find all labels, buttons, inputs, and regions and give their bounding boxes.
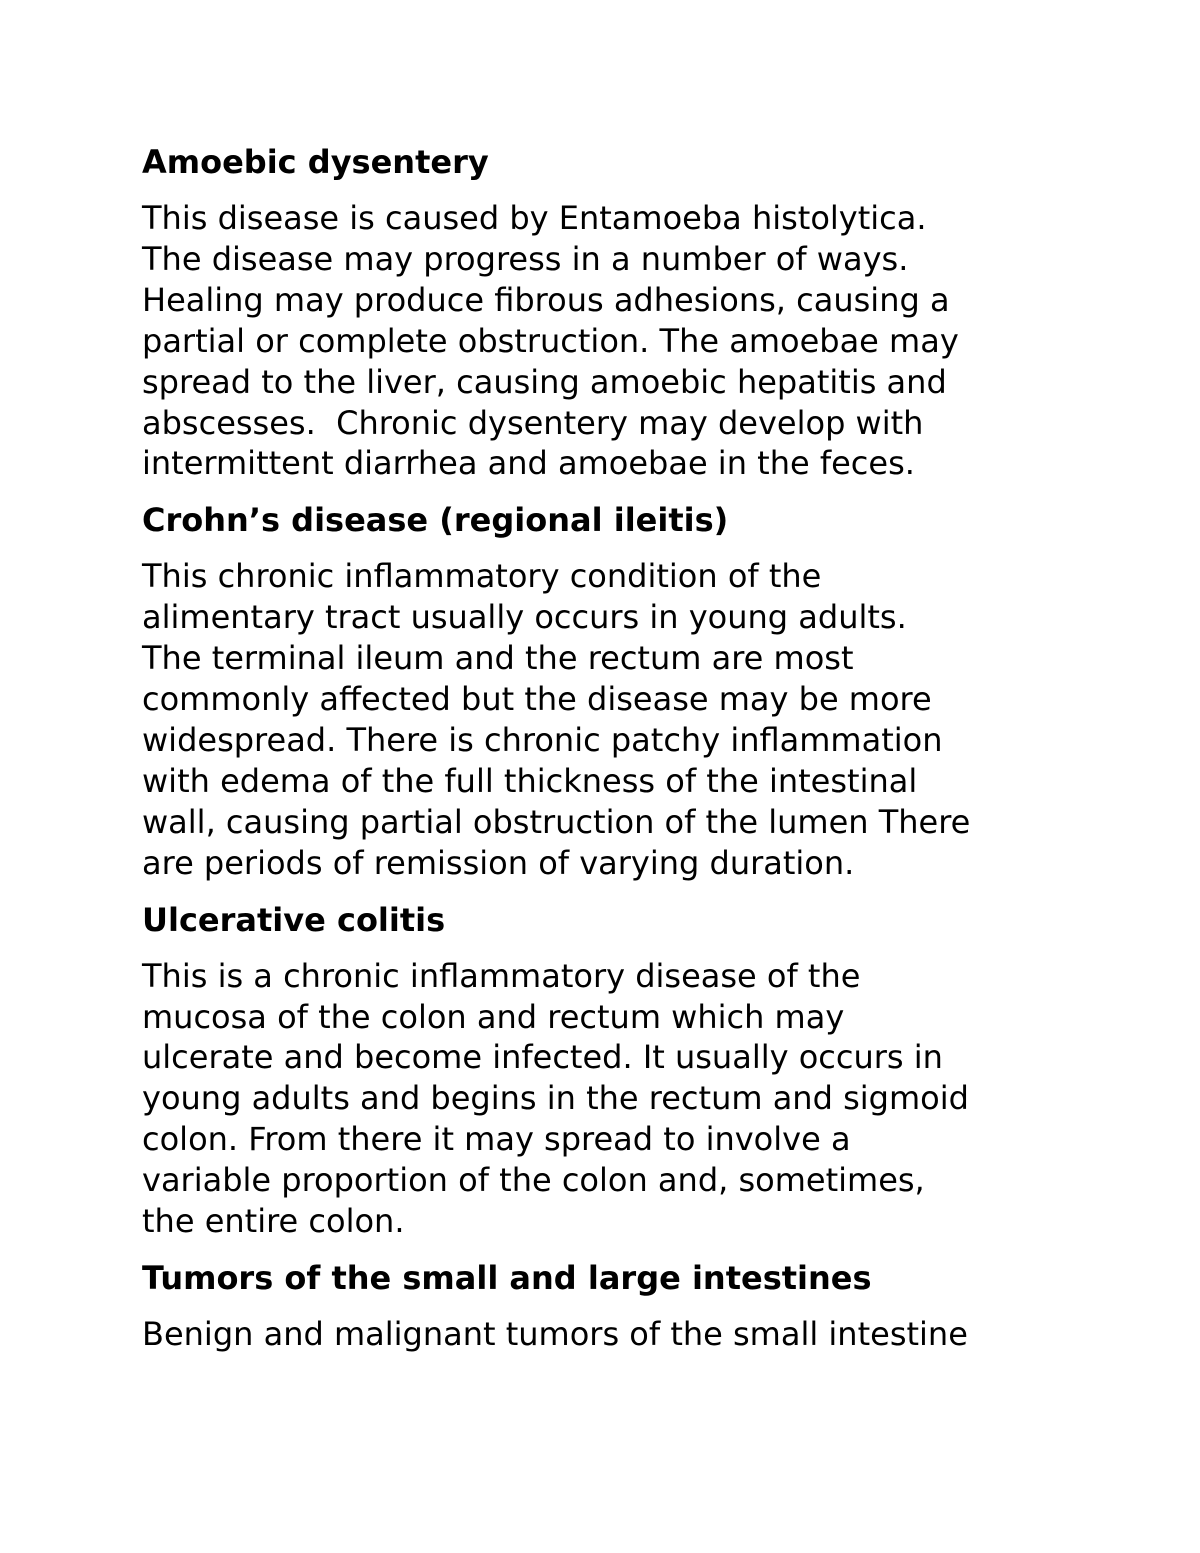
text-line: with edema of the full thickness of the intestinal <box>142 761 918 800</box>
section-paragraph <box>142 956 1082 1242</box>
text-line: widespread. There is chronic patchy inflammation <box>142 720 943 759</box>
text-line: This chronic inflammatory condition of the <box>142 557 822 596</box>
text-line: intermittent diarrhea and amoebae in the feces. <box>142 444 915 483</box>
text-line: the entire colon. <box>142 1202 405 1241</box>
text-line: Benign and malignant tumors of the small intestine <box>142 1314 968 1353</box>
text-line: This disease is caused by Entamoeba histolytica. <box>142 199 927 237</box>
section-paragraph <box>142 198 1082 484</box>
section-heading: Tumors of the small and large intestines <box>142 1258 872 1297</box>
section-heading: Ulcerative colitis <box>142 900 446 939</box>
text-line: young adults and begins in the rectum and sigmoid <box>142 1079 969 1118</box>
text-line: spread to the liver, causing amoebic hepatitis and <box>142 362 947 401</box>
text-line: abscesses. Chronic dysentery may develop with <box>142 403 924 442</box>
text-line: mucosa of the colon and rectum which may <box>142 997 845 1036</box>
text-line: The terminal ileum and the rectum are most <box>142 639 854 678</box>
section-heading: Crohn’s disease (regional ileitis) <box>142 501 729 540</box>
text-line: wall, causing partial obstruction of the lumen There <box>142 802 971 841</box>
text-line: ulcerate and become infected. It usually occurs in <box>142 1038 943 1077</box>
section-heading: Amoebic dysentery <box>142 143 489 181</box>
text-line: This is a chronic inflammatory disease of the <box>142 956 861 995</box>
text-line: commonly affected but the disease may be more <box>142 680 932 719</box>
section-paragraph <box>142 556 1082 883</box>
text-line: The disease may progress in a number of ways. <box>142 239 909 278</box>
section-paragraph <box>142 1314 1082 1355</box>
text-line: variable proportion of the colon and, sometimes, <box>142 1161 925 1200</box>
text-line: partial or complete obstruction. The amoebae may <box>142 321 959 360</box>
text-line: are periods of remission of varying duration. <box>142 843 855 882</box>
text-line: colon. From there it may spread to involve a <box>142 1120 851 1159</box>
text-line: Healing may produce fibrous adhesions, causing a <box>142 280 950 319</box>
document-page <box>142 140 1082 1369</box>
text-line: alimentary tract usually occurs in young adults. <box>142 598 907 637</box>
